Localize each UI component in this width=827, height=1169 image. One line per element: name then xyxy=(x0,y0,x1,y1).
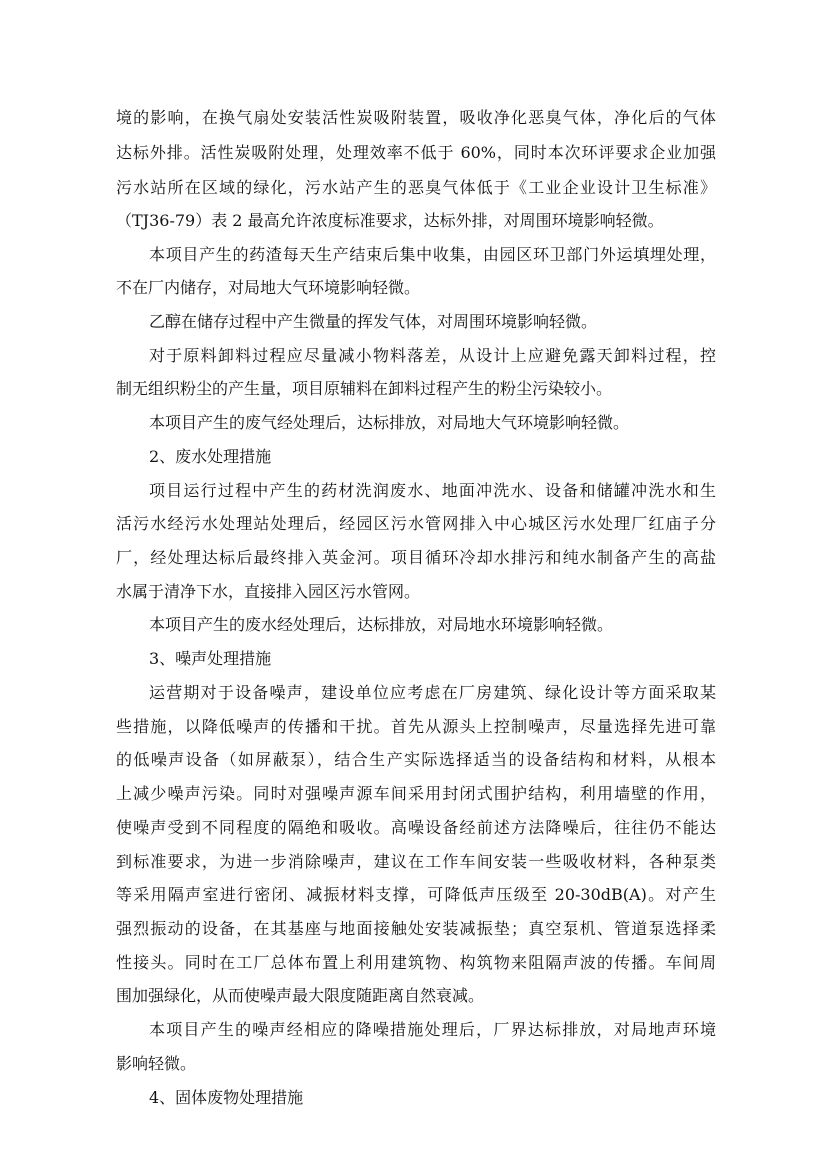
paragraph-line: 使噪声受到不同程度的隔绝和吸收。高噪设备经前述方法降噪后，往往仍不能达 xyxy=(116,818,716,837)
paragraph-line: 强烈振动的设备，在其基座与地面接触处安装减振垫；真空泵机、管道泵选择柔 xyxy=(116,919,716,938)
paragraph-line: 本项目产生的药渣每天生产结束后集中收集，由园区环卫部门外运填埋处理， xyxy=(149,245,716,264)
paragraph-line: 性接头。同时在工厂总体布置上利用建筑物、构筑物来阻隔声波的传播。车间周 xyxy=(116,953,716,972)
paragraph-line: 不在厂内储存，对局地大气环境影响轻微。 xyxy=(116,278,421,297)
paragraph-line: 些措施，以降低噪声的传播和干扰。首先从源头上控制噪声，尽量选择先进可靠 xyxy=(116,717,716,736)
paragraph-line: 制无组织粉尘的产生量，项目原辅料在卸料过程产生的粉尘污染较小。 xyxy=(116,379,613,398)
paragraph-line: 污水站所在区域的绿化，污水站产生的恶臭气体低于《工业企业设计卫生标准》 xyxy=(116,178,716,197)
paragraph-line: 对于原料卸料过程应尽量减小物料落差，从设计上应避免露天卸料过程，控 xyxy=(149,346,716,365)
paragraph-line: 厂，经处理达标后最终排入英金河。项目循环冷却水排污和纯水制备产生的高盐 xyxy=(116,548,716,567)
paragraph-line: 活污水经污水处理站处理后，经园区污水管网排入中心城区污水处理厂红庙子分 xyxy=(116,514,716,533)
paragraph-line: 上减少噪声污染。同时对强噪声源车间采用封闭式围护结构，利用墙壁的作用， xyxy=(116,784,716,803)
section-heading: 4、固体废物处理措施 xyxy=(149,1088,304,1107)
paragraph-line: 境的影响，在换气扇处安装活性炭吸附装置，吸收净化恶臭气体，净化后的气体 xyxy=(116,108,716,127)
paragraph-line: 到标准要求，为进一步消除噪声，建议在工作车间安装一些吸收材料，各种泵类 xyxy=(116,852,716,871)
paragraph-line: 达标外排。活性炭吸附处理，处理效率不低于 60%，同时本次环评要求企业加强 xyxy=(116,143,716,162)
paragraph-line: 水属于清净下水，直接排入园区污水管网。 xyxy=(116,582,421,601)
paragraph-line: 本项目产生的废气经处理后，达标排放，对局地大气环境影响轻微。 xyxy=(149,413,630,432)
paragraph-line: 等采用隔声室进行密闭、减振材料支撑，可降低声压级至 20-30dB(A)。对产生 xyxy=(116,885,716,904)
paragraph-line: 本项目产生的废水经处理后，达标排放，对局地水环境影响轻微。 xyxy=(149,615,614,634)
paragraph-line: 围加强绿化，从而使噪声最大限度随距离自然衰减。 xyxy=(116,986,485,1005)
paragraph-line: 的低噪声设备（如屏蔽泵），结合生产实际选择适当的设备结构和材料，从根本 xyxy=(116,750,716,769)
paragraph-line: 运营期对于设备噪声，建设单位应考虑在厂房建筑、绿化设计等方面采取某 xyxy=(149,683,716,702)
paragraph-line: 本项目产生的噪声经相应的降噪措施处理后，厂界达标排放，对局地声环境 xyxy=(149,1020,716,1039)
section-heading: 3、噪声处理措施 xyxy=(149,649,272,668)
paragraph-line: （TJ36-79）表 2 最高允许浓度标准要求，达标外排，对周围环境影响轻微。 xyxy=(116,211,664,230)
paragraph-line: 影响轻微。 xyxy=(116,1054,197,1073)
section-heading: 2、废水处理措施 xyxy=(149,447,272,466)
paragraph-line: 乙醇在储存过程中产生微量的挥发气体，对周围环境影响轻微。 xyxy=(149,312,598,331)
paragraph-line: 项目运行过程中产生的药材洗润废水、地面冲洗水、设备和储罐冲洗水和生 xyxy=(149,481,716,500)
